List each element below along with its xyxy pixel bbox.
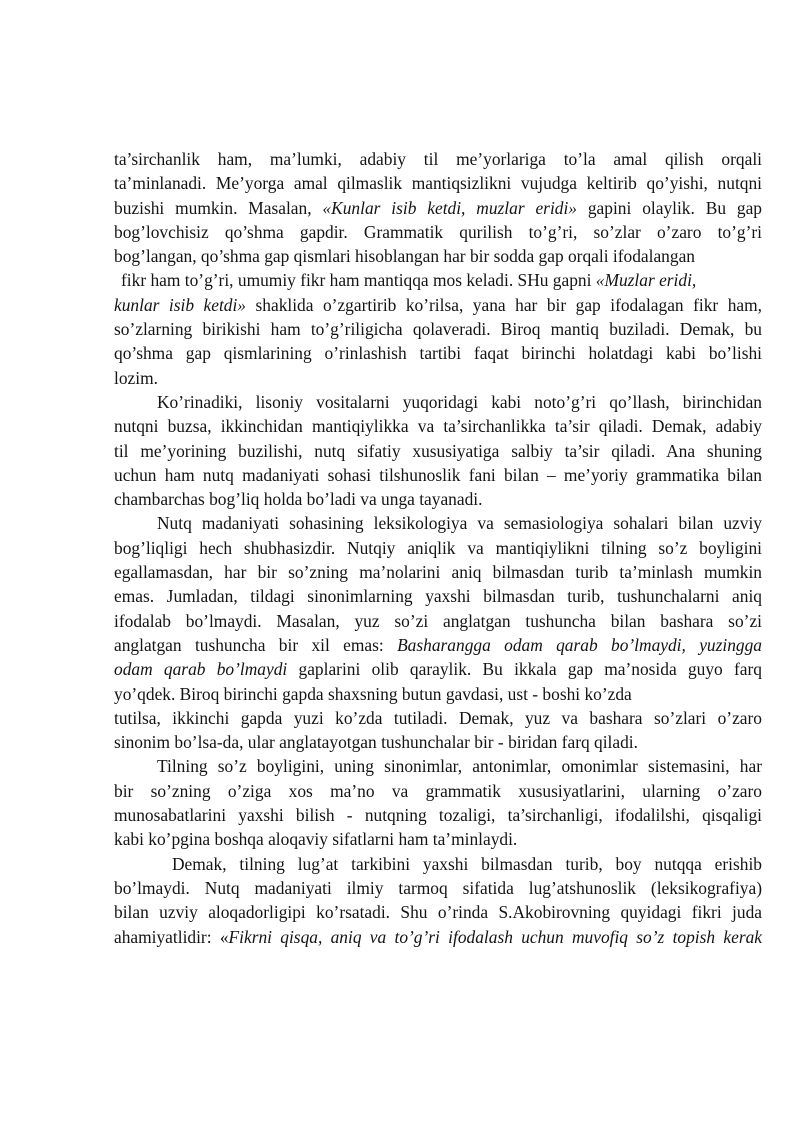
text-line [114, 925, 762, 949]
text-line [114, 536, 762, 560]
text-run: bilan uzviy aloqadorligipi ko’rsatadi. Shu o’rinda S.Akobirovning quyidagi fikri juda [114, 902, 762, 923]
italic-run: Basharangga odam qarab bo’lmaydi, yuzingga [397, 634, 762, 655]
text-run: buzishi mumkin. Masalan, [114, 197, 323, 218]
text-line [114, 730, 762, 754]
text-run: ifodalab bo’lmaydi. Masalan, yuz so’zi anglatgan tushuncha bilan bashara so’zi [114, 610, 762, 631]
text-run: bo’lmaydi. Nutq madaniyati ilmiy tarmoq sifatida lug’atshunoslik (leksikografiya) [114, 877, 762, 898]
text-line [114, 196, 762, 220]
text-line [114, 463, 762, 487]
text-run: lozim. [114, 367, 158, 388]
text-line [114, 293, 762, 317]
text-line [114, 706, 762, 730]
text-line [114, 803, 762, 827]
text-line [114, 487, 762, 511]
text-run: Ko’rinadiki, lisoniy vositalarni yuqoridagi kabi noto’g’ri qo’llash, birinchidan [157, 391, 762, 412]
text-line [114, 584, 762, 608]
text-run: egallamasdan, har bir so’zning ma’nolarini aniq bilmasdan turib ta’minlash mumkin [114, 562, 762, 583]
text-line [114, 390, 762, 414]
text-run: nutqni buzsa, ikkinchidan mantiqiylikka va ta’sirchanlikka ta’sir qiladi. Demak, adabiy [114, 416, 762, 437]
text-run: ahamiyatlidir: « [114, 926, 229, 947]
text-run: til me’yorining buzilishi, nutq sifatiy xususiyatiga salbiy ta’sir qiladi. Ana shuning [114, 440, 762, 461]
text-line [114, 682, 762, 706]
text-line [114, 754, 762, 778]
text-run: sinonim bo’lsa-da, ular anglatayotgan tushunchalar bir - biridan farq qiladi. [114, 732, 638, 753]
text-line [114, 439, 762, 463]
text-run: chambarchas bog’liq holda bo’ladi va unga tayanadi. [114, 489, 483, 510]
text-run: Nutq madaniyati sohasining leksikologiya va semasiologiya sohalari bilan uzviy [157, 513, 762, 534]
text-run: uchun ham nutq madaniyati sohasi tilshunoslik fani bilan – me’yoriy grammatika bilan [114, 464, 762, 485]
text-line [114, 609, 762, 633]
text-line [114, 511, 762, 535]
text-run: anglatgan tushuncha bir xil emas: [114, 634, 398, 655]
text-line [114, 779, 762, 803]
text-line [114, 341, 762, 365]
text-run: gaplarini olib qaraylik. Bu ikkala gap ma’nosida guyo farq [287, 659, 762, 680]
text-line [114, 633, 762, 657]
text-run: emas. Jumladan, tildagi sinonimlarning yaxshi bilmasdan turib, tushunchalarni aniq [114, 586, 762, 607]
text-run: Demak, tilning lug’at tarkibini yaxshi bilmasdan turib, boy nutqqa erishib [172, 853, 762, 874]
text-line [114, 244, 762, 268]
text-run: tutilsa, ikkinchi gapda yuzi ko’zda tutiladi. Demak, yuz va bashara so’zlari o’zaro [114, 707, 762, 728]
text-run: Tilning so’z boyligini, uning sinonimlar, antonimlar, omonimlar sistemasini, har [157, 756, 762, 777]
text-line [114, 171, 762, 195]
text-run: munosabatlarini yaxshi bilish - nutqning tozaligi, ta’sirchanligi, ifodalilshi, qisqaligi [114, 805, 762, 826]
text-line [114, 852, 762, 876]
text-run: bog’liqligi hech shubhasizdir. Nutqiy aniqlik va mantiqiylikni tilning so’z boyligini [114, 537, 762, 558]
text-line [114, 220, 762, 244]
text-line [114, 900, 762, 924]
text-line [114, 560, 762, 584]
text-run: bir so’zning o’ziga xos ma’no va grammatik xususiyatlarini, ularning o’zaro [114, 780, 762, 801]
text-run: fikr ham to’g’ri, umumiy fikr ham mantiqqa mos keladi. SHu gapni [121, 270, 596, 291]
text-line [114, 827, 762, 851]
text-run: bog’langan, qo’shma gap qismlari hisoblangan har bir sodda gap orqali ifodalangan [114, 246, 695, 267]
text-run: ta’minlanadi. Me’yorga amal qilmaslik mantiqsizlikni vujudga keltirib qo’yishi, nutqni [114, 173, 762, 194]
italic-run: kunlar isib ketdi» [114, 294, 247, 315]
italic-run: Fikrni qisqa, aniq va to’g’ri ifodalash uchun muvofiq so’z topish kerak [228, 926, 763, 947]
text-run: gapini olaylik. Bu gap [577, 197, 762, 218]
text-run: bog’lovchisiz qo’shma gapdir. Grammatik qurilish to’g’ri, so’zlar o’zaro to’g’ri [114, 221, 762, 242]
text-line [114, 414, 762, 438]
text-line [114, 366, 762, 390]
text-run: shaklida o’zgartirib ko’rilsa, yana har bir gap ifodalagan fikr ham, [246, 294, 763, 315]
text-line [114, 657, 762, 681]
text-line [114, 268, 762, 292]
text-run: ta’sirchanlik ham, ma’lumki, adabiy til me’yorlariga to’la amal qilish orqali [114, 149, 762, 169]
text-run: qo’shma gap qismlarining o’rinlashish tartibi faqat birinchi holatdagi kabi bo’lishi [114, 343, 762, 364]
text-line [114, 876, 762, 900]
text-run: yo’qdek. Biroq birinchi gapda shaxsning butun gavdasi, ust - boshi ko’zda [114, 683, 632, 704]
text-line [114, 147, 762, 171]
text-run: so’zlarning birikishi ham to’g’riligicha qolaveradi. Biroq mantiq buziladi. Demak, bu [114, 319, 762, 340]
italic-run: «Muzlar eridi, [595, 270, 697, 291]
text-line [114, 317, 762, 341]
italic-run: «Kunlar isib ketdi, muzlar eridi» [322, 197, 577, 218]
text-run: kabi ko’pgina boshqa aloqaviy sifatlarni ham ta’minlaydi. [114, 829, 518, 850]
italic-run: odam qarab bo’lmaydi [114, 659, 288, 680]
body-text [114, 147, 762, 949]
